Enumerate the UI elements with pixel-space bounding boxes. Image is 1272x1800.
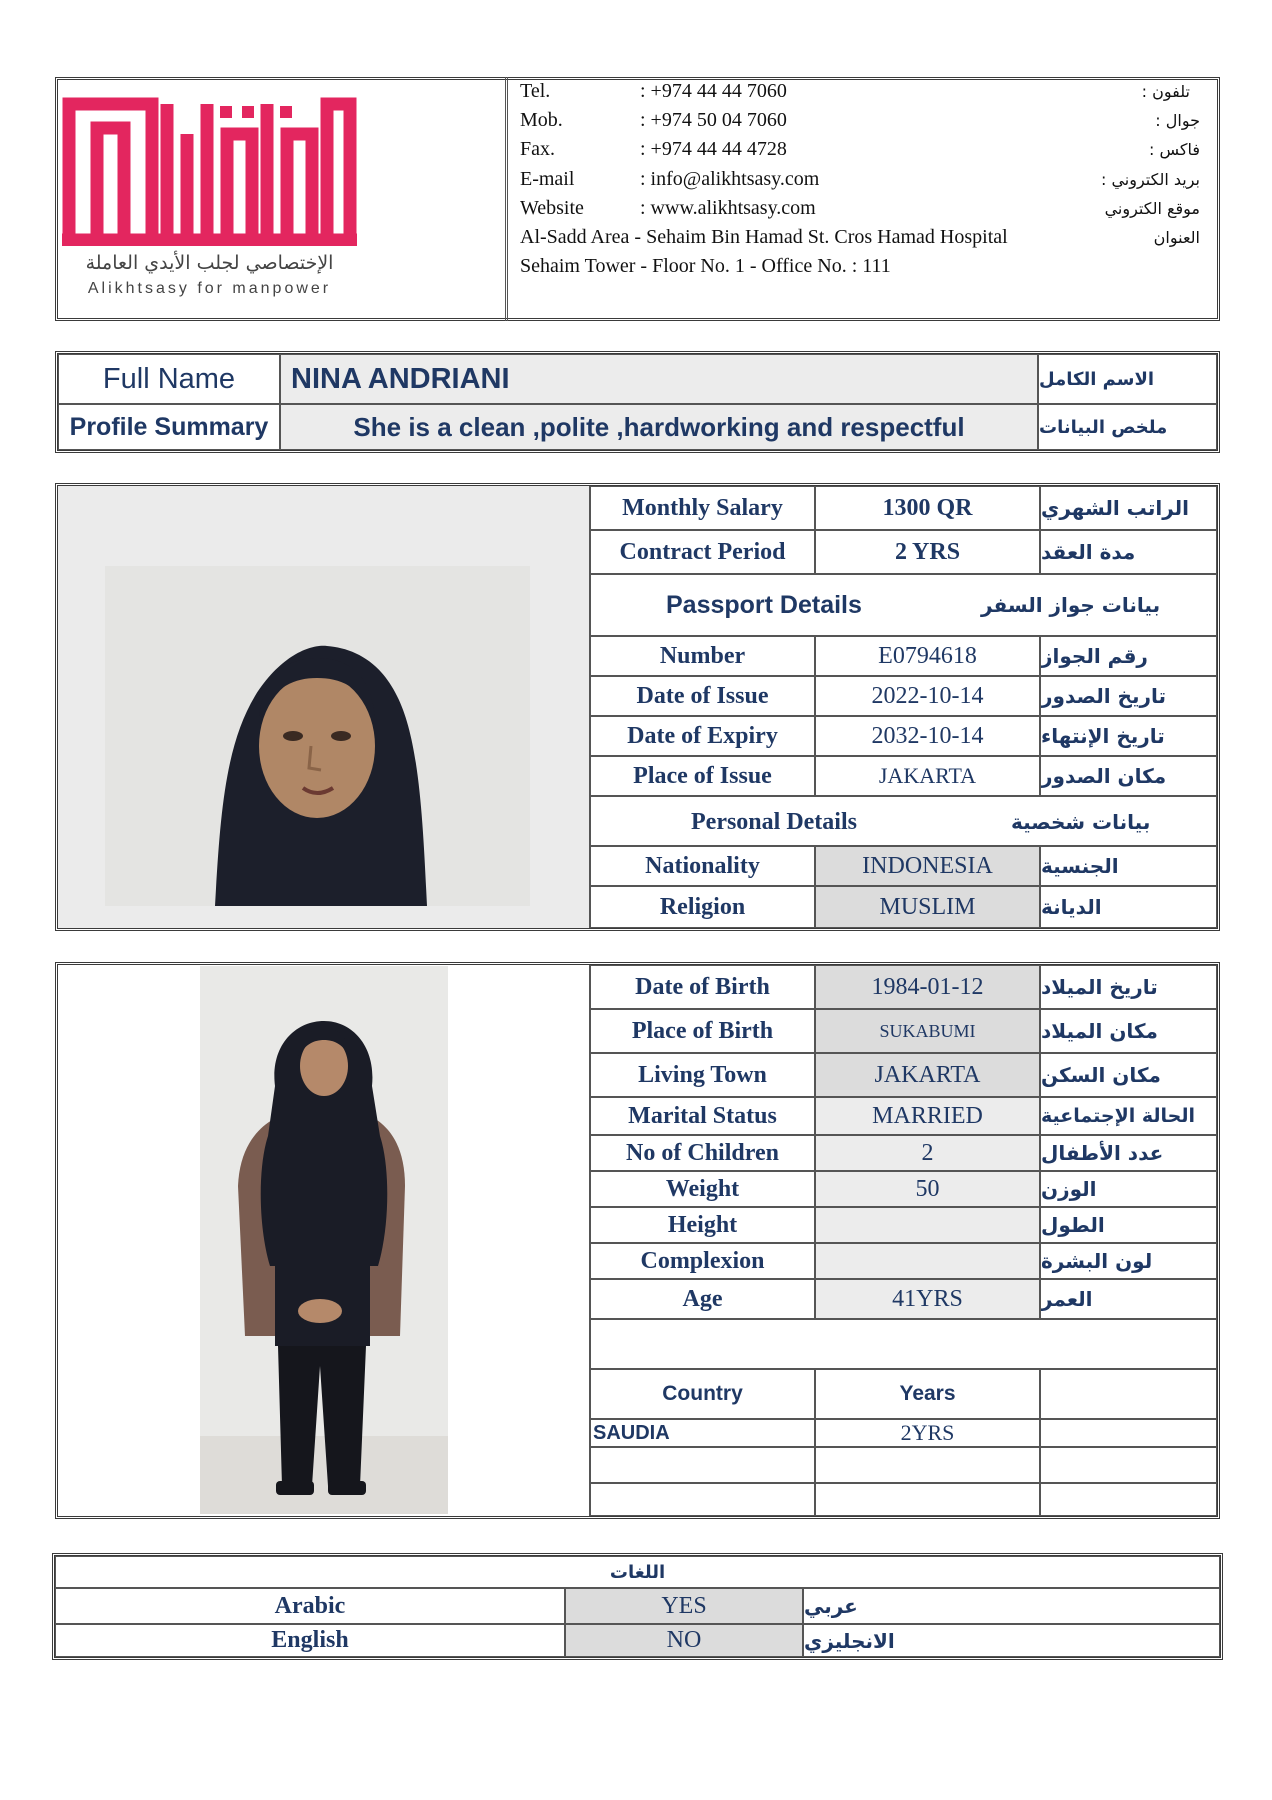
full-name-label-ar: الاسم الكامل [1038, 354, 1217, 404]
company-logo [62, 96, 357, 246]
contact-value[interactable]: : info@alikhtsasy.com [640, 168, 820, 190]
experience-blank-3 [1040, 1483, 1217, 1516]
complexion-value [815, 1243, 1040, 1279]
personal-heading-row [590, 796, 1217, 846]
nationality-value: INDONESIA [815, 846, 1040, 886]
weight-label: Weight [590, 1171, 815, 1207]
experience-country-2 [590, 1447, 815, 1483]
profile-summary-value: She is a clean ,polite ,hardworking and respectful [280, 404, 1038, 450]
age-label: Age [590, 1279, 815, 1319]
profile-summary-label-ar: ملخص البيانات [1038, 404, 1217, 450]
age-value: 41YRS [815, 1279, 1040, 1319]
height-label: Height [590, 1207, 815, 1243]
date-of-issue-label: Date of Issue [590, 676, 815, 716]
experience-country-1: SAUDIA [590, 1419, 815, 1447]
date-of-birth-label: Date of Birth [590, 965, 815, 1009]
contact-value[interactable]: : www.alikhtsasy.com [640, 197, 816, 219]
monthly-salary-label-ar: الراتب الشهري [1040, 486, 1217, 530]
contact-label: Website [520, 197, 584, 219]
header-divider [505, 77, 508, 321]
languages-heading: اللغات [55, 1556, 1220, 1588]
passport-heading-row [590, 574, 1217, 636]
weight-label-ar: الوزن [1040, 1171, 1217, 1207]
date-of-expiry-label-ar: تاريخ الإنتهاء [1040, 716, 1217, 756]
date-of-issue-value: 2022-10-14 [815, 676, 1040, 716]
nationality-label-ar: الجنسية [1040, 846, 1217, 886]
contact-value[interactable]: : +974 44 44 4728 [640, 138, 787, 160]
living-town-value: JAKARTA [815, 1053, 1040, 1097]
no-of-children-value: 2 [815, 1135, 1040, 1171]
place-of-issue-value: JAKARTA [815, 756, 1040, 796]
address-line-2: Sehaim Tower - Floor No. 1 - Office No. : 111 [520, 255, 891, 277]
contact-label-ar: تلفون : [1141, 82, 1190, 101]
religion-label-ar: الديانة [1040, 886, 1217, 928]
date-of-birth-value: 1984-01-12 [815, 965, 1040, 1009]
address-line-1: Al-Sadd Area - Sehaim Bin Hamad St. Cros Hamad Hospital [520, 226, 1008, 248]
experience-blank-1 [1040, 1419, 1217, 1447]
language-english-value: NO [565, 1624, 803, 1657]
experience-header-blank [1040, 1369, 1217, 1419]
language-english-label-ar: الانجليزي [803, 1624, 1220, 1657]
profile-summary-label: Profile Summary [58, 404, 280, 450]
contact-value[interactable]: : +974 44 44 7060 [640, 80, 787, 102]
contact-label: Tel. [520, 80, 551, 102]
living-town-label: Living Town [590, 1053, 815, 1097]
date-of-birth-label-ar: تاريخ الميلاد [1040, 965, 1217, 1009]
contact-label-ar: جوال : [1155, 111, 1200, 130]
weight-value: 50 [815, 1171, 1040, 1207]
complexion-label: Complexion [590, 1243, 815, 1279]
contact-label: Mob. [520, 109, 563, 131]
logo-mark-icon [62, 96, 357, 246]
date-of-issue-label-ar: تاريخ الصدور [1040, 676, 1217, 716]
religion-value: MUSLIM [815, 886, 1040, 928]
no-of-children-label: No of Children [590, 1135, 815, 1171]
contact-label-ar: بريد الكتروني : [1100, 170, 1200, 189]
experience-header-years: Years [815, 1369, 1040, 1419]
marital-status-label-ar: الحالة الإجتماعية [1040, 1097, 1217, 1135]
full-name-value: NINA ANDRIANI [280, 354, 1038, 404]
experience-years-1: 2YRS [815, 1419, 1040, 1447]
experience-header-country: Country [590, 1369, 815, 1419]
experience-years-2 [815, 1447, 1040, 1483]
full-name-label: Full Name [58, 354, 280, 404]
contact-label: Fax. [520, 138, 555, 160]
monthly-salary-value: 1300 QR [815, 486, 1040, 530]
language-arabic-value: YES [565, 1588, 803, 1624]
height-value [815, 1207, 1040, 1243]
language-english-label: English [55, 1624, 565, 1657]
date-of-expiry-value: 2032-10-14 [815, 716, 1040, 756]
place-of-birth-label-ar: مكان الميلاد [1040, 1009, 1217, 1053]
place-of-birth-value: SUKABUMI [815, 1009, 1040, 1053]
monthly-salary-label: Monthly Salary [590, 486, 815, 530]
living-town-label-ar: مكان السكن [1040, 1053, 1217, 1097]
passport-number-label-ar: رقم الجواز [1040, 636, 1217, 676]
language-arabic-label: Arabic [55, 1588, 565, 1624]
age-label-ar: العمر [1040, 1279, 1217, 1319]
language-arabic-label-ar: عربي [803, 1588, 1220, 1624]
contract-period-value: 2 YRS [815, 530, 1040, 574]
contact-label: E-mail [520, 168, 575, 190]
passport-number-value: E0794618 [815, 636, 1040, 676]
passport-heading-ar: بيانات جواز السفر [981, 593, 1161, 617]
logo-arabic-text: الإختصاصي لجلب الأيدي العاملة [85, 252, 334, 274]
experience-blank-2 [1040, 1447, 1217, 1483]
personal-heading: Personal Details [691, 809, 857, 835]
contact-label-ar: فاكس : [1148, 140, 1200, 159]
place-of-issue-label: Place of Issue [590, 756, 815, 796]
candidate-portrait-photo [105, 566, 530, 906]
marital-status-label: Marital Status [590, 1097, 815, 1135]
contact-label-ar: موقع الكتروني [1104, 199, 1200, 218]
personal-heading-ar: بيانات شخصية [1011, 810, 1151, 834]
height-label-ar: الطول [1040, 1207, 1217, 1243]
passport-number-label: Number [590, 636, 815, 676]
address-label-ar: العنوان [1153, 228, 1200, 247]
date-of-expiry-label: Date of Expiry [590, 716, 815, 756]
spacer-row [590, 1319, 1217, 1369]
place-of-issue-label-ar: مكان الصدور [1040, 756, 1217, 796]
experience-country-3 [590, 1483, 815, 1516]
no-of-children-label-ar: عدد الأطفال [1040, 1135, 1217, 1171]
contact-value[interactable]: : +974 50 04 7060 [640, 109, 787, 131]
contract-period-label-ar: مدة العقد [1040, 530, 1217, 574]
experience-years-3 [815, 1483, 1040, 1516]
contract-period-label: Contract Period [590, 530, 815, 574]
logo-english-text: Alikhtsasy for manpower [87, 280, 332, 297]
place-of-birth-label: Place of Birth [590, 1009, 815, 1053]
nationality-label: Nationality [590, 846, 815, 886]
marital-status-value: MARRIED [815, 1097, 1040, 1135]
candidate-full-body-photo [200, 966, 448, 1514]
complexion-label-ar: لون البشرة [1040, 1243, 1217, 1279]
religion-label: Religion [590, 886, 815, 928]
passport-heading: Passport Details [666, 591, 862, 619]
